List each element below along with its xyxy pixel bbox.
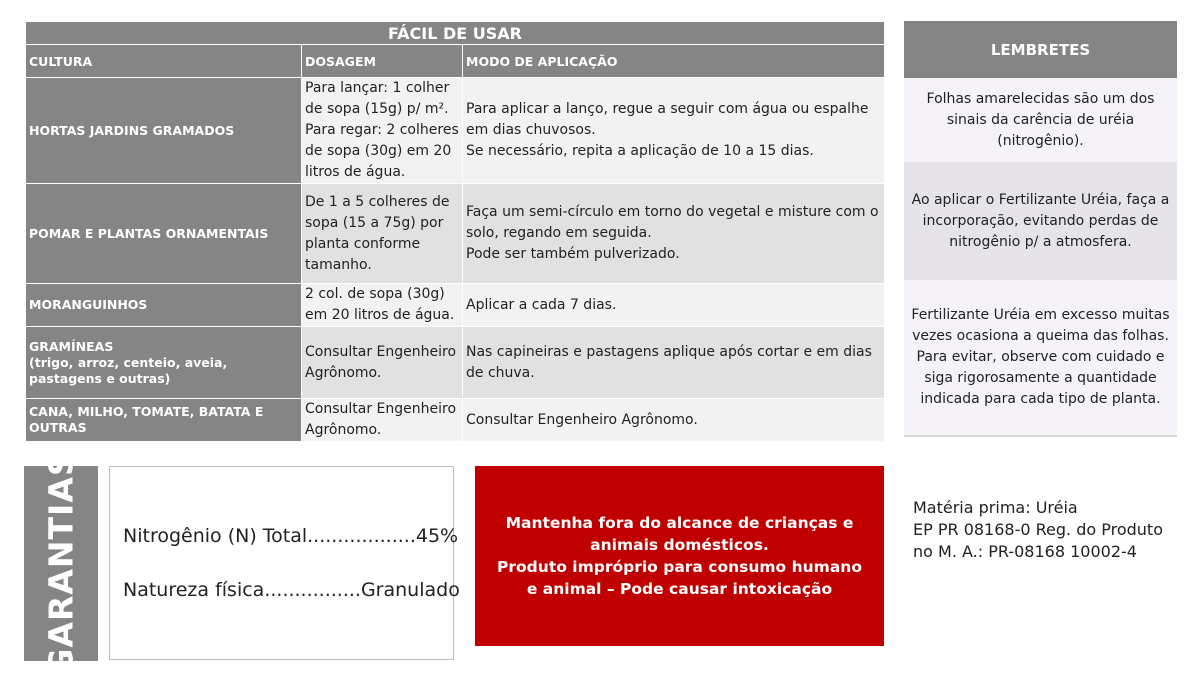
culture-cell [26,327,302,399]
column-header-culture: CULTURA [26,45,302,78]
material-line: Matéria prima: Uréia [913,498,1078,517]
column-header-mode: MODO DE APLICAÇÃO [463,45,885,78]
table-row [26,184,885,284]
material-info [913,497,1163,563]
reminder-item: Ao aplicar o Fertilizante Uréia, faça a incorporação, evitando perdas de nitrogênio p/ a atmosfera. [904,162,1177,280]
reminders-title: LEMBRETES [904,21,1177,78]
table-row [26,78,885,184]
mode-cell [463,284,885,327]
material-line: no M. A.: PR-08168 10002-4 [913,542,1137,561]
guarantees-label: GARANTIAS [41,451,81,676]
guarantee-nitrogen: Nitrogênio (N) Total..................45% [123,525,459,547]
table-row [26,399,885,442]
culture-cell [26,399,302,442]
reminders-panel [904,21,1177,437]
dosage-cell: De 1 a 5 colheres de sopa (15 a 75g) por planta conforme tamanho. [302,184,463,284]
dosage-cell: Consultar Engenheiro Agrônomo. [302,327,463,399]
warning-line: Produto impróprio para consumo humano e animal – Pode causar intoxicação [497,558,862,598]
material-line: EP PR 08168-0 Reg. do Produto [913,520,1163,539]
column-header-dosage: DOSAGEM [302,45,463,78]
culture-cell [26,284,302,327]
mode-line: Consultar Engenheiro Agrônomo. [466,411,698,428]
guarantee-physical-nature: Natureza física................Granulado [123,579,460,601]
dosage-cell: 2 col. de sopa (30g) em 20 litros de água. [302,284,463,327]
reminder-item: Fertilizante Uréia em excesso muitas vezes ocasiona a queima das folhas. Para evitar, observe com cuidado e siga rigorosamente a quantidade indicada para cada tipo de planta. [904,280,1177,437]
mode-line: Se necessário, repita a aplicação de 10 a 15 dias. [466,143,814,159]
mode-line: Pode ser também pulverizado. [466,246,680,262]
mode-line: Para aplicar a lanço, regue a seguir com água ou espalhe em dias chuvosos. [466,101,869,138]
reminder-item: Folhas amarelecidas são um dos sinais da carência de uréia (nitrogênio). [904,78,1177,162]
dosage-cell: Consultar Engenheiro Agrônomo. [302,399,463,442]
warning-line: Mantenha fora do alcance de crianças e animais domésticos. [505,514,854,554]
guarantees-box [109,466,460,660]
culture-cell [26,78,302,184]
culture-label: CANA, MILHO, TOMATE, BATATA E OUTRAS [29,404,264,435]
mode-cell [463,399,885,442]
mode-line: Faça um semi-círculo em torno do vegetal e misture com o solo, regando em seguida. [466,204,879,241]
table-row [26,284,885,327]
mode-cell [463,327,885,399]
culture-label: HORTAS JARDINS GRAMADOS [29,122,235,138]
culture-label: POMAR E PLANTAS ORNAMENTAIS [29,225,269,241]
dosage-cell: Para lançar: 1 colher de sopa (15g) p/ m². Para regar: 2 colheres de sopa (30g) em 20 litros de água. [302,78,463,184]
culture-sublabel: (trigo, arroz, centeio, aveia, pastagens e outras) [29,354,228,386]
mode-cell [463,78,885,184]
table-title: FÁCIL DE USAR [26,22,885,45]
safety-warning [475,466,884,646]
culture-label: MORANGUINHOS [29,297,148,312]
culture-label: GRAMÍNEAS [29,338,114,354]
culture-cell [26,184,302,284]
guarantees-label-tab [24,451,98,676]
mode-line: Nas capineiras e pastagens aplique após cortar e em dias de chuva. [466,343,872,381]
table-row [26,327,885,399]
usage-table [25,21,885,442]
mode-cell [463,184,885,284]
mode-line: Aplicar a cada 7 dias. [466,296,617,313]
